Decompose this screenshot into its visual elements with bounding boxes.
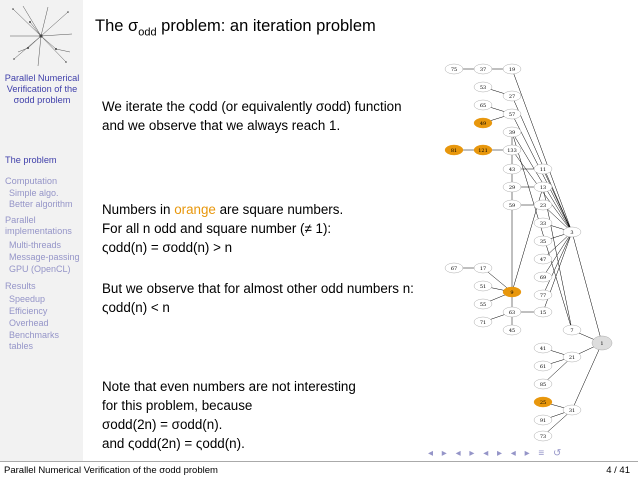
graph-node-43 [503,164,521,174]
graph-node-label: 73 [539,433,547,440]
sidebar-item-overhead[interactable]: Overhead [9,318,49,328]
p2-line1-b: are square numbers. [215,202,344,217]
graph-node-81 [445,145,463,155]
graph-node-label: 85 [539,381,547,388]
graph-node-53 [474,82,492,92]
sidebar [0,0,83,461]
title-prefix: The σ [95,17,139,35]
p2-line3: ςodd(n) = σodd(n) > n [102,240,233,255]
p2-line2: For all n odd and square number (≠ 1): [102,221,332,236]
graph-node-label: 13 [539,184,547,191]
graph-node-35 [534,236,552,246]
graph-node-label: 3 [570,229,574,236]
graph-node-label: 67 [450,265,458,272]
graph-node-label: 17 [479,265,487,272]
graph-node-label: 57 [508,111,516,118]
graph-node-67 [445,263,463,273]
graph-node-61 [534,361,552,371]
graph-node-47 [534,254,552,264]
graph-node-57 [503,109,521,119]
graph-node-label: 59 [508,202,516,209]
footer-text: Parallel Numerical Verification of the σodd problem [4,465,218,476]
sidebar-section-the-problem[interactable]: The problem [5,155,57,165]
graph-node-15 [534,307,552,317]
sidebar-item-benchmarks-tables[interactable]: Benchmarks tables [9,330,60,351]
graph-node-label: 121 [478,147,488,154]
graph-node-label: 69 [539,274,547,281]
graph-node-69 [534,272,552,282]
sidebar-section-computation[interactable]: Computation [5,176,58,186]
paragraph-squares [102,200,343,257]
graph-node-133 [503,145,521,155]
graph-node-17 [474,263,492,273]
graph-node-31 [563,405,581,415]
footer [0,461,638,480]
graph-node-label: 33 [539,220,547,227]
beamer-navigation-icons[interactable]: ◂ ▸ ◂ ▸ ◂ ▸ ◂ ▸ ≡ ↺ [428,448,565,459]
graph-node-label: 27 [508,93,516,100]
title-subscript: odd [138,26,157,39]
sidebar-title-text: Parallel Numerical Verification of the σodd problem [4,73,80,105]
graph-node-label: 55 [479,301,487,308]
p4-line2: for this problem, because [102,398,253,413]
graph-node-45 [503,325,521,335]
graph-node-49 [474,118,492,128]
page-number: 4 / 41 [606,465,630,476]
p2-line1-a: Numbers in [102,202,175,217]
sidebar-item-multi-threads[interactable]: Multi-threads [9,240,62,250]
graph-node-13 [534,182,552,192]
graph-node-label: 91 [539,417,547,424]
graph-node-85 [534,379,552,389]
graph-node-27 [503,91,521,101]
sidebar-item-better-algorithm[interactable]: Better algorithm [9,199,73,209]
graph-node-label: 39 [508,129,516,136]
paragraph-even-numbers [102,377,356,453]
graph-node-65 [474,100,492,110]
logo-graph-icon [8,4,74,68]
sidebar-item-gpu-opencl[interactable]: GPU (OpenCL) [9,264,71,274]
sidebar-section-parallel-implementations[interactable]: Parallel implementations [5,215,72,236]
graph-node-label: 71 [479,319,487,326]
p4-line4: and ςodd(2n) = ςodd(n). [102,436,245,451]
graph-node-label: 9 [510,289,514,296]
graph-node-label: 19 [508,66,516,73]
graph-node-label: 37 [479,66,487,73]
p4-line3: σodd(2n) = σodd(n). [102,417,223,432]
graph-node-73 [534,431,552,441]
graph-node-label: 21 [568,354,576,361]
sidebar-section-results[interactable]: Results [5,281,36,291]
graph-node-label: 75 [450,66,458,73]
graph-node-label: 29 [508,184,516,191]
graph-node-label: 63 [508,309,516,316]
graph-node-label: 7 [570,327,574,334]
p1-line1: We iterate the ςodd (or equivalently σodd) function [102,99,402,114]
graph-node-label: 41 [539,345,547,352]
graph-node-label: 11 [539,166,547,173]
title-suffix: problem: an iteration problem [156,17,376,35]
graph-node-11 [534,164,552,174]
sidebar-item-message-passing[interactable]: Message-passing [9,252,80,262]
p3-line2: ςodd(n) < n [102,300,170,315]
page-title [95,17,376,38]
graph-node-23 [534,200,552,210]
graph-node-75 [445,64,463,74]
graph-node-label: 1 [600,340,604,347]
graph-node-21 [563,352,581,362]
p3-line1: But we observe that for almost other odd numbers n: [102,281,414,296]
graph-node-55 [474,299,492,309]
p4-line1: Note that even numbers are not interesting [102,379,356,394]
graph-node-19 [503,64,521,74]
graph-node-label: 31 [568,407,576,414]
graph-node-label: 35 [539,238,547,245]
graph-node-label: 45 [508,327,516,334]
graph-node-91 [534,415,552,425]
p2-line1 [102,200,343,219]
graph-node-label: 81 [450,147,458,154]
graph-node-label: 133 [507,147,517,154]
p1-line2: and we observe that we always reach 1. [102,118,341,133]
graph-node-label: 61 [539,363,547,370]
graph-node-71 [474,317,492,327]
graph-node-label: 49 [479,120,487,127]
graph-node-59 [503,200,521,210]
graph-node-label: 65 [479,102,487,109]
graph-node-label: 51 [479,283,487,290]
graph-node-51 [474,281,492,291]
graph-node-label: 43 [508,166,516,173]
graph-node-121 [474,145,492,155]
p2-line1-orange: orange [174,202,216,217]
graph-node-39 [503,127,521,137]
graph-node-label: 15 [539,309,547,316]
graph-node-9 [503,287,521,297]
paragraph-other-odd [102,279,414,317]
graph-node-25 [534,397,552,407]
graph-node-1 [592,336,612,350]
graph-node-label: 23 [539,202,547,209]
graph-node-77 [534,290,552,300]
sidebar-item-speedup[interactable]: Speedup [9,294,46,304]
graph-node-label: 77 [539,292,547,299]
sidebar-item-efficiency[interactable]: Efficiency [9,306,48,316]
sidebar-presentation-title[interactable] [4,73,80,106]
graph-node-63 [503,307,521,317]
paragraph-iteration [102,97,402,135]
sidebar-item-simple-algo[interactable]: Simple algo. [9,188,59,198]
graph-node-7 [563,325,581,335]
graph-node-label: 25 [539,399,547,406]
graph-node-label: 47 [539,256,547,263]
graph-node-37 [474,64,492,74]
graph-node-33 [534,218,552,228]
graph-node-41 [534,343,552,353]
iteration-graph [440,60,615,450]
graph-node-3 [563,227,581,237]
graph-node-29 [503,182,521,192]
graph-node-label: 53 [479,84,487,91]
